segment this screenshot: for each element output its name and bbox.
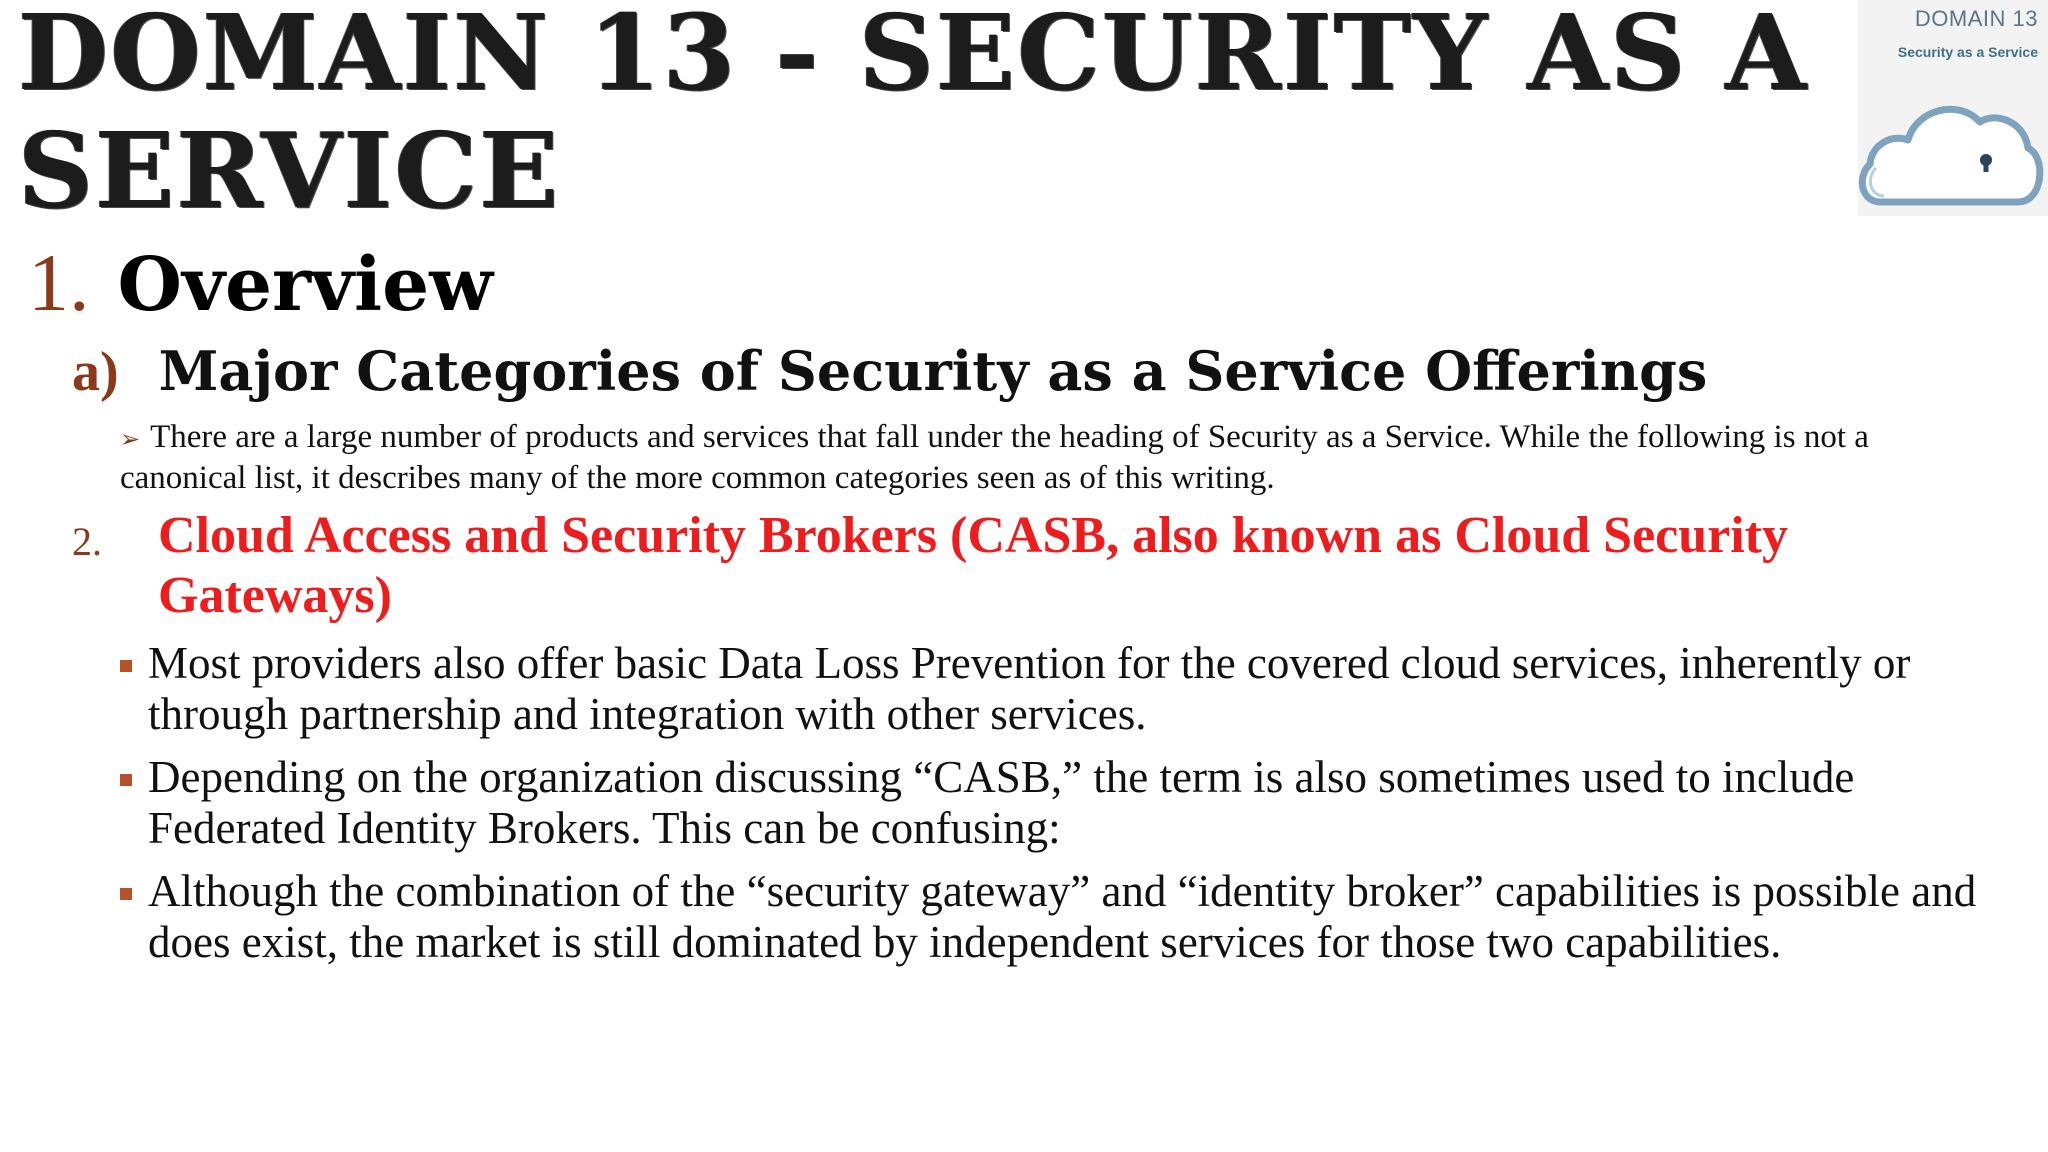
- section-number: 2.: [72, 519, 102, 564]
- list-item: [120, 638, 2020, 740]
- subsection-marker: a): [72, 341, 119, 403]
- domain-badge: [1858, 0, 2048, 216]
- section-heading: Cloud Access and Security Brokers (CASB, also known as Cloud Security Gateways): [158, 507, 1789, 624]
- bullet-text: Depending on the organization discussing “CASB,” the term is also sometimes used to include Federated Identity Brokers. This can be confusing:: [148, 752, 1855, 853]
- badge-subtitle: Security as a Service: [1897, 44, 2038, 60]
- bullet-text: Most providers also offer basic Data Loss Prevention for the covered cloud services, inherently or through partnership and integration with other services.: [148, 638, 1911, 739]
- subsection-major-categories: [72, 338, 1707, 405]
- intro-text: There are a large number of products and services that fall under the heading of Security as a Service. While the following is not a canonical list, it describes many of the more common categories seen as of this writing.: [120, 419, 1869, 496]
- cloud-lock-icon: [1858, 92, 2048, 216]
- subsection-label: Major Categories of Security as a Service Offerings: [158, 339, 1708, 403]
- section-label: Overview: [117, 242, 493, 328]
- bullet-list: [120, 638, 2020, 980]
- section-overview: [28, 238, 493, 330]
- section-number: 1.: [28, 237, 90, 328]
- square-bullet-icon: [120, 888, 132, 900]
- section-casb: [72, 506, 2032, 626]
- bullet-text: Although the combination of the “security gateway” and “identity broker” capabilities is possible and does exist, the market is still dominated by independent services for those two capabilities.: [148, 866, 1977, 967]
- square-bullet-icon: [120, 774, 132, 786]
- list-item: [120, 866, 2020, 968]
- square-bullet-icon: [120, 660, 132, 672]
- list-item: [120, 752, 2020, 854]
- intro-paragraph: [120, 418, 1940, 497]
- arrow-bullet-icon: ➢: [120, 427, 141, 453]
- slide-title: DOMAIN 13 - SECURITY AS A SERVICE: [18, 0, 1809, 232]
- badge-title: DOMAIN 13: [1914, 6, 2038, 31]
